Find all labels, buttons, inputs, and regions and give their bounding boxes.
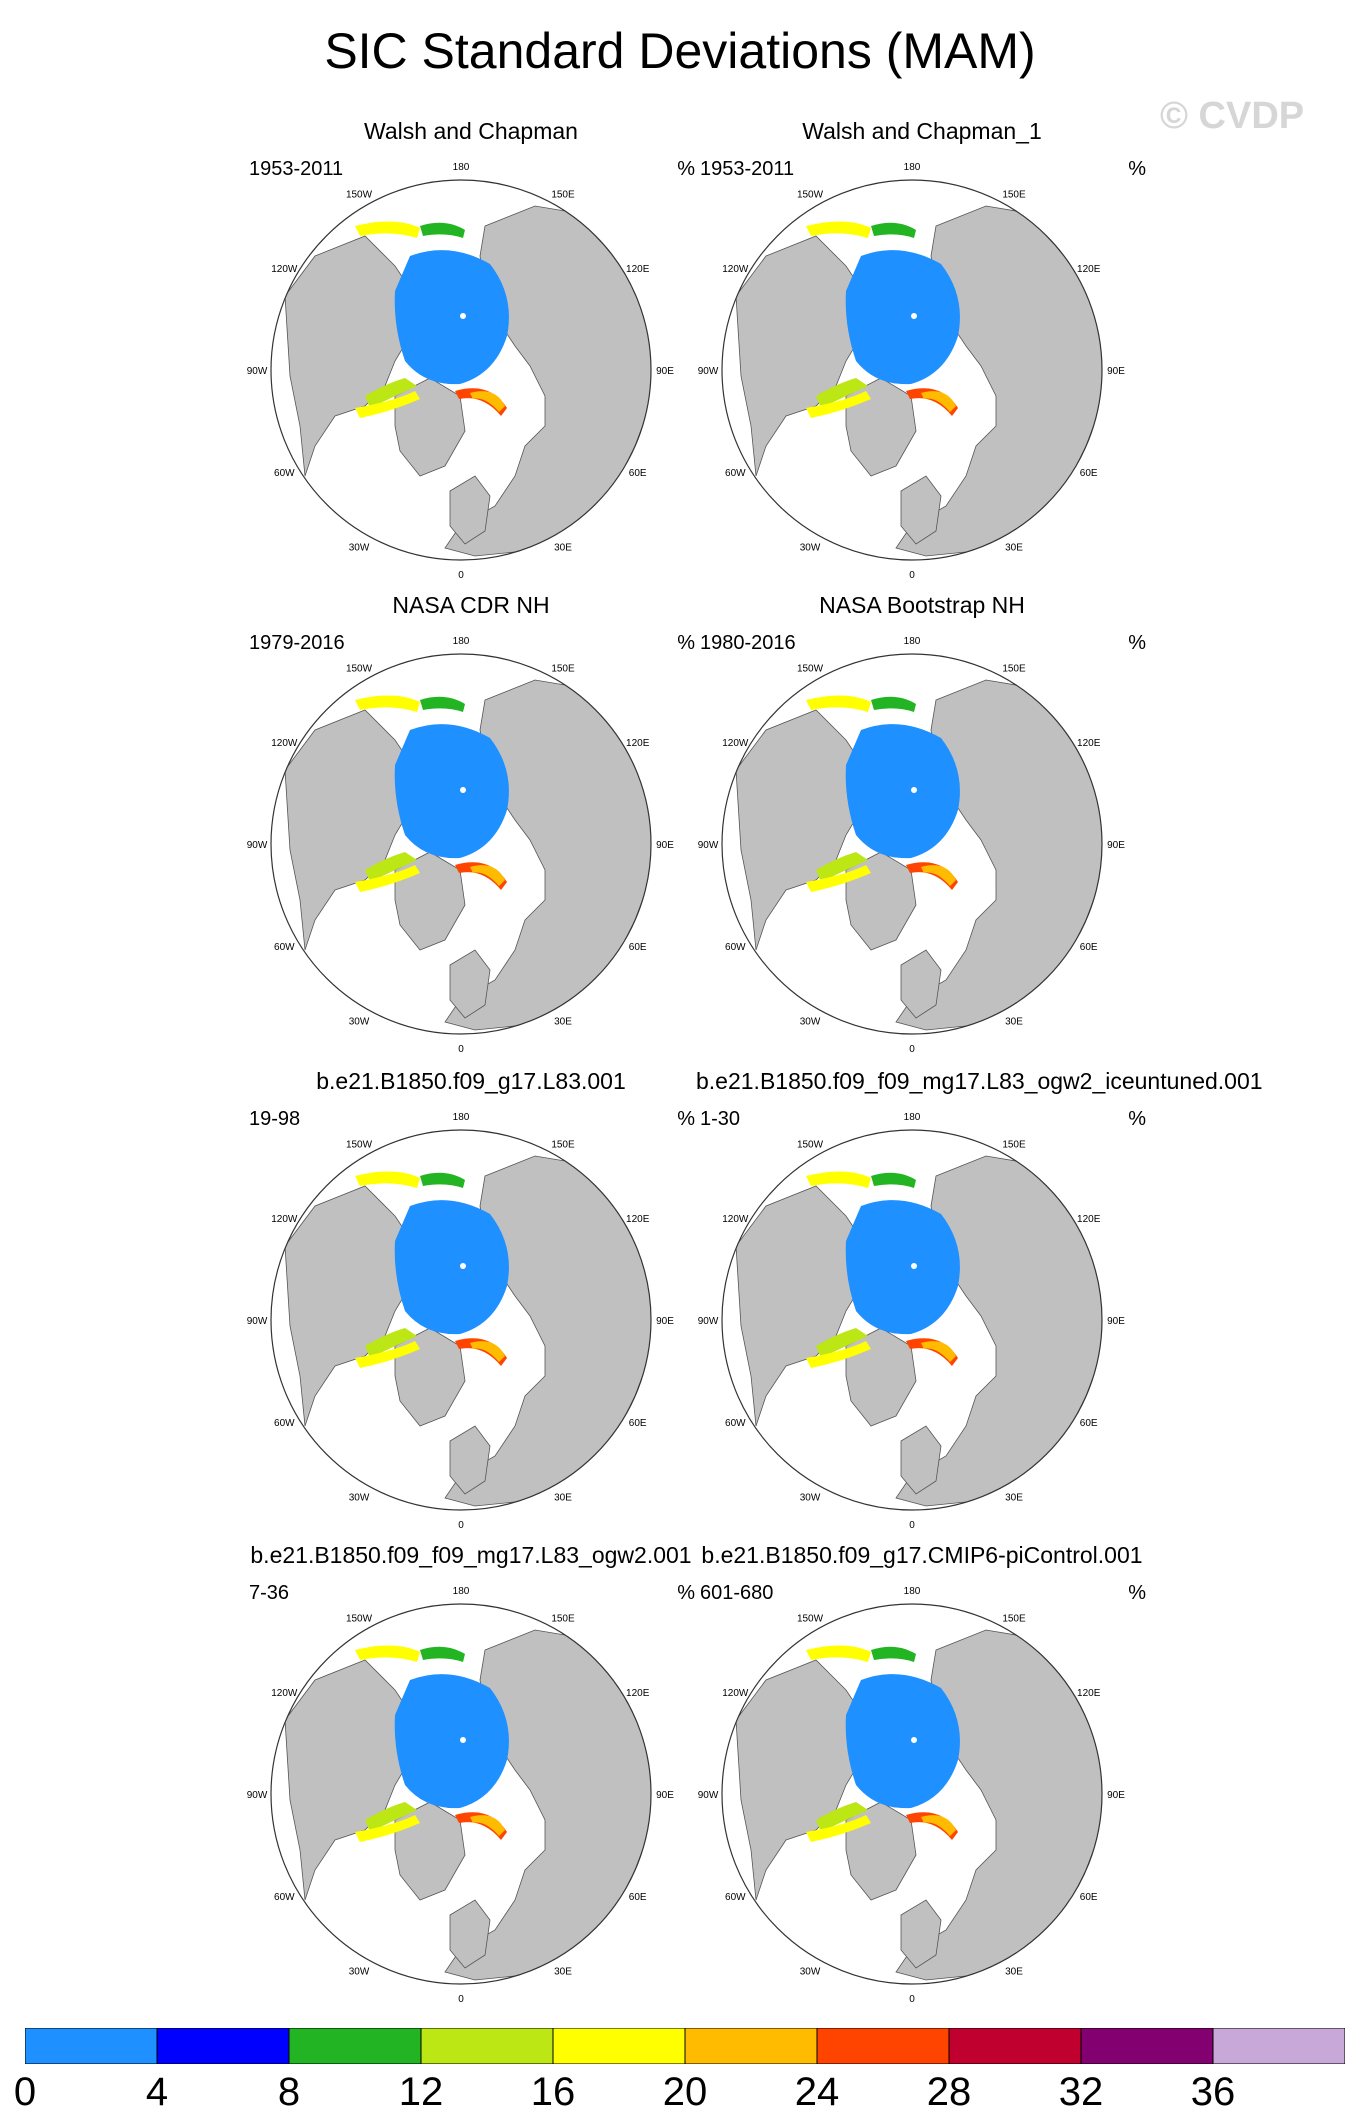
- colorbar-box: [817, 2028, 949, 2064]
- colorbar-box: [25, 2028, 157, 2064]
- map-panel-3: [245, 592, 697, 1062]
- lon-label: 0: [458, 1044, 464, 1055]
- lon-label: 180: [903, 1112, 921, 1123]
- panel-units: %: [677, 158, 695, 180]
- colorbar-box: [289, 2028, 421, 2064]
- polar-map: [245, 620, 697, 1060]
- lon-label: 30E: [554, 542, 572, 554]
- colorbar-label: 20: [662, 2070, 708, 2114]
- lon-label: 120E: [626, 264, 650, 275]
- lon-label: 60W: [725, 942, 746, 953]
- colorbar-box: [553, 2028, 685, 2064]
- lon-label: 150E: [551, 1139, 575, 1151]
- panel-years: 1-30: [700, 1108, 741, 1130]
- colorbar-box: [1213, 2028, 1345, 2064]
- lon-label: 0: [458, 570, 464, 581]
- lon-label: 120W: [271, 1688, 298, 1699]
- lon-label: 120W: [271, 264, 298, 275]
- lon-label: 120W: [722, 738, 749, 749]
- lon-label: 180: [903, 162, 921, 173]
- lon-label: 90W: [246, 840, 268, 851]
- colorbar-label: 4: [145, 2070, 169, 2114]
- lon-label: 90W: [697, 1316, 719, 1327]
- lon-label: 150W: [345, 663, 373, 675]
- watermark: © CVDP: [1160, 95, 1305, 137]
- lon-label: 120E: [1077, 1688, 1101, 1699]
- lon-label: 90E: [656, 1316, 674, 1327]
- panel-units: %: [1128, 1108, 1146, 1130]
- pole-hole: [911, 1263, 917, 1269]
- arctic-ice-pack: [846, 1674, 960, 1808]
- map-panel-1: [245, 118, 697, 588]
- lon-label: 150E: [1002, 189, 1026, 201]
- lon-label: 90E: [1107, 366, 1125, 377]
- lon-label: 120W: [271, 738, 298, 749]
- panel-title: Walsh and Chapman_1: [802, 118, 1042, 144]
- lon-label: 60E: [1079, 942, 1098, 953]
- colorbar-box: [421, 2028, 553, 2064]
- lon-label: 60W: [274, 942, 295, 953]
- colorbar-label: 0: [13, 2070, 37, 2114]
- arctic-ice-pack: [846, 1200, 960, 1334]
- lon-label: 120W: [722, 1214, 749, 1225]
- lon-label: 30W: [799, 542, 821, 554]
- pole-hole: [460, 787, 466, 793]
- lon-label: 60E: [628, 1892, 647, 1903]
- colorbar-box: [1081, 2028, 1213, 2064]
- lon-label: 150W: [796, 663, 824, 675]
- lon-label: 150W: [796, 1139, 824, 1151]
- panel-years: 1979-2016: [249, 632, 345, 654]
- panel-years: 1953-2011: [700, 158, 795, 180]
- lon-label: 60W: [725, 468, 746, 479]
- arctic-ice-pack: [395, 250, 509, 384]
- lon-label: 30W: [348, 1016, 370, 1028]
- lon-label: 30E: [554, 1492, 572, 1504]
- pole-hole: [460, 1737, 466, 1743]
- arctic-ice-pack: [395, 1674, 509, 1808]
- lon-label: 0: [909, 1994, 915, 2005]
- colorbar-label: 28: [926, 2070, 972, 2114]
- lon-label: 30W: [348, 1492, 370, 1504]
- lon-label: 150W: [796, 1613, 824, 1625]
- panel-years: 7-36: [249, 1582, 290, 1604]
- lon-label: 90E: [656, 1790, 674, 1801]
- panel-units: %: [677, 1582, 695, 1604]
- colorbar-label: 12: [398, 2070, 444, 2114]
- panel-title: b.e21.B1850.f09_g17.CMIP6-piControl.001: [701, 1542, 1143, 1568]
- polar-map: [245, 146, 697, 586]
- lon-label: 30W: [799, 1492, 821, 1504]
- lon-label: 120E: [626, 738, 650, 749]
- lon-label: 90W: [697, 1790, 719, 1801]
- figure-title: SIC Standard Deviations (MAM): [324, 23, 1036, 79]
- lon-label: 0: [458, 1520, 464, 1531]
- lon-label: 150W: [796, 189, 824, 201]
- lon-label: 60E: [1079, 1892, 1098, 1903]
- arctic-ice-pack: [395, 724, 509, 858]
- lon-label: 150E: [1002, 1139, 1026, 1151]
- lon-label: 30E: [554, 1966, 572, 1978]
- arctic-ice-pack: [846, 724, 960, 858]
- pole-hole: [911, 313, 917, 319]
- panel-units: %: [1128, 632, 1146, 654]
- lon-label: 60W: [725, 1418, 746, 1429]
- panel-title: NASA CDR NH: [392, 592, 550, 618]
- lon-label: 0: [909, 570, 915, 581]
- lon-label: 150E: [551, 1613, 575, 1625]
- lon-label: 90W: [246, 1316, 268, 1327]
- lon-label: 60E: [1079, 1418, 1098, 1429]
- lon-label: 30E: [1005, 1492, 1023, 1504]
- lon-label: 180: [452, 1112, 470, 1123]
- lon-label: 90E: [1107, 1790, 1125, 1801]
- lon-label: 60W: [274, 1892, 295, 1903]
- pole-hole: [460, 1263, 466, 1269]
- polar-map: [245, 1570, 697, 2010]
- lon-label: 180: [452, 636, 470, 647]
- lon-label: 120W: [271, 1214, 298, 1225]
- lon-label: 150W: [345, 1139, 373, 1151]
- lon-label: 60E: [628, 942, 647, 953]
- panel-title: b.e21.B1850.f09_f09_mg17.L83_ogw2.001: [250, 1542, 692, 1568]
- lon-label: 180: [903, 1586, 921, 1597]
- lon-label: 60E: [1079, 468, 1098, 479]
- lon-label: 0: [458, 1994, 464, 2005]
- map-panel-7: [245, 1542, 697, 2012]
- lon-label: 30W: [348, 542, 370, 554]
- arctic-ice-pack: [395, 1200, 509, 1334]
- colorbar-label: 36: [1190, 2070, 1236, 2114]
- map-panel-4: [696, 592, 1148, 1062]
- colorbar-label: 8: [277, 2070, 301, 2114]
- lon-label: 90W: [246, 1790, 268, 1801]
- polar-map: [696, 1096, 1148, 1536]
- panel-years: 19-98: [249, 1108, 301, 1130]
- panel-units: %: [1128, 158, 1146, 180]
- panel-title: Walsh and Chapman: [364, 118, 578, 144]
- lon-label: 150W: [345, 189, 373, 201]
- lon-label: 30E: [554, 1016, 572, 1028]
- panel-title: b.e21.B1850.f09_f09_mg17.L83_ogw2_iceuntuned.001: [696, 1068, 1263, 1094]
- lon-label: 30E: [1005, 1966, 1023, 1978]
- lon-label: 90E: [656, 840, 674, 851]
- lon-label: 30E: [1005, 542, 1023, 554]
- pole-hole: [911, 787, 917, 793]
- lon-label: 30W: [348, 1966, 370, 1978]
- panel-units: %: [1128, 1582, 1146, 1604]
- lon-label: 90E: [1107, 840, 1125, 851]
- panel-years: 1953-2011: [249, 158, 344, 180]
- polar-map: [245, 1096, 697, 1536]
- panel-units: %: [677, 1108, 695, 1130]
- map-panel-6: [696, 1068, 1263, 1538]
- map-panel-2: [696, 118, 1148, 588]
- panel-title: b.e21.B1850.f09_g17.L83.001: [316, 1068, 626, 1094]
- colorbar-label: 24: [794, 2070, 840, 2114]
- lon-label: 150E: [1002, 1613, 1026, 1625]
- lon-label: 0: [909, 1520, 915, 1531]
- lon-label: 0: [909, 1044, 915, 1055]
- panel-years: 601-680: [700, 1582, 774, 1604]
- colorbar-label: 16: [530, 2070, 576, 2114]
- colorbar-box: [685, 2028, 817, 2064]
- panel-units: %: [677, 632, 695, 654]
- lon-label: 180: [452, 162, 470, 173]
- polar-map: [696, 620, 1148, 1060]
- polar-map: [696, 1570, 1148, 2010]
- lon-label: 120E: [626, 1214, 650, 1225]
- lon-label: 90W: [697, 366, 719, 377]
- panel-title: NASA Bootstrap NH: [819, 592, 1025, 618]
- colorbar-label: 32: [1058, 2070, 1104, 2114]
- map-panel-8: [696, 1542, 1148, 2012]
- lon-label: 120W: [722, 1688, 749, 1699]
- lon-label: 90W: [246, 366, 268, 377]
- lon-label: 30W: [799, 1966, 821, 1978]
- colorbar-box: [949, 2028, 1081, 2064]
- polar-map: [696, 146, 1148, 586]
- lon-label: 180: [452, 1586, 470, 1597]
- lon-label: 30E: [1005, 1016, 1023, 1028]
- lon-label: 180: [903, 636, 921, 647]
- lon-label: 150W: [345, 1613, 373, 1625]
- lon-label: 120E: [1077, 264, 1101, 275]
- lon-label: 60W: [274, 468, 295, 479]
- lon-label: 60W: [274, 1418, 295, 1429]
- colorbar: [25, 2028, 1345, 2064]
- lon-label: 30W: [799, 1016, 821, 1028]
- arctic-ice-pack: [846, 250, 960, 384]
- lon-label: 90E: [1107, 1316, 1125, 1327]
- lon-label: 150E: [1002, 663, 1026, 675]
- lon-label: 120E: [626, 1688, 650, 1699]
- lon-label: 120W: [722, 264, 749, 275]
- lon-label: 150E: [551, 663, 575, 675]
- panel-years: 1980-2016: [700, 632, 796, 654]
- lon-label: 120E: [1077, 1214, 1101, 1225]
- lon-label: 60E: [628, 1418, 647, 1429]
- lon-label: 150E: [551, 189, 575, 201]
- lon-label: 60E: [628, 468, 647, 479]
- map-panel-5: [245, 1068, 697, 1538]
- lon-label: 60W: [725, 1892, 746, 1903]
- lon-label: 90E: [656, 366, 674, 377]
- pole-hole: [911, 1737, 917, 1743]
- lon-label: 120E: [1077, 738, 1101, 749]
- lon-label: 90W: [697, 840, 719, 851]
- pole-hole: [460, 313, 466, 319]
- colorbar-box: [157, 2028, 289, 2064]
